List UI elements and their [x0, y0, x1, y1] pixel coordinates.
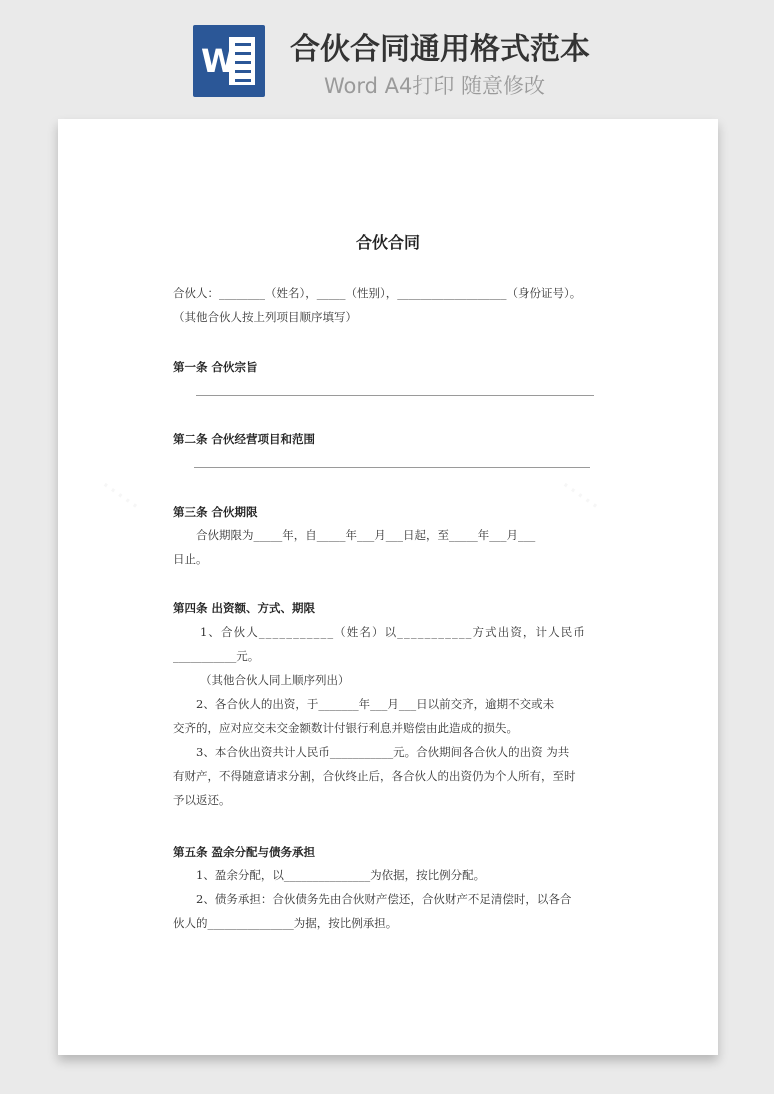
article-5-para-2-line-1: 2、债务承担：合伙债务先由合伙财产偿还，合伙财产不足清偿时，以各合 [196, 892, 572, 906]
article-3-line-2: 日止。 [173, 552, 208, 566]
party-note: （其他合伙人按上列项目顺序填写） [173, 310, 357, 324]
article-4-para-3-line-2: 有财产，不得随意请求分割，合伙终止后，各合伙人的出资仍为个人所有，至时 [173, 769, 576, 783]
article-2-title: 第二条 合伙经营项目和范围 [173, 432, 316, 446]
article-4-note: （其他合伙人同上顺序列出） [200, 673, 350, 687]
banner-title: 合伙合同通用格式范本 [290, 32, 590, 67]
article-4-title: 第四条 出资额、方式、期限 [173, 601, 316, 615]
blank-line [194, 467, 590, 468]
article-1-title: 第一条 合伙宗旨 [173, 360, 258, 374]
article-4-para-3-line-3: 予以返还。 [173, 793, 231, 807]
article-4-para-2-line-2: 交齐的，应对应交未交金额数计付银行利息并赔偿由此造成的损失。 [173, 721, 518, 735]
party-line: 合伙人：________（姓名），_____（性别），___________________（身份证号）。 [173, 286, 582, 300]
article-5-para-1: 1、盈余分配，以_______________为依据，按比例分配。 [196, 868, 486, 882]
article-5-para-2-line-2: 伙人的_______________为据，按比例承担。 [173, 916, 398, 930]
watermark [93, 469, 148, 522]
watermark [553, 469, 608, 522]
article-3-line-1: 合伙期限为_____年，自_____年___月___日起，至_____年___月___ [196, 528, 536, 542]
document-title: 合伙合同 [355, 233, 420, 252]
article-4-para-3-line-1: 3、本合伙出资共计人民币___________元。合伙期间各合伙人的出资 为共 [196, 745, 570, 759]
article-4-para-1-line-1: 1、合伙人___________（姓名）以___________方式出资，计人民币 [200, 625, 586, 639]
article-4-para-1-line-2: ___________元。 [173, 649, 260, 663]
blank-line [196, 395, 594, 396]
article-4-para-2-line-1: 2、各合伙人的出资，于_______年___月___日以前交齐，逾期不交或未 [196, 697, 555, 711]
banner-subtitle: Word A4打印 随意修改 [324, 74, 546, 98]
header-banner [0, 0, 774, 118]
article-3-title: 第三条 合伙期限 [173, 505, 258, 519]
word-logo-letter: W [201, 42, 237, 80]
article-5-title: 第五条 盈余分配与债务承担 [173, 845, 316, 859]
document-page [58, 119, 718, 1055]
word-logo-icon [193, 25, 265, 97]
